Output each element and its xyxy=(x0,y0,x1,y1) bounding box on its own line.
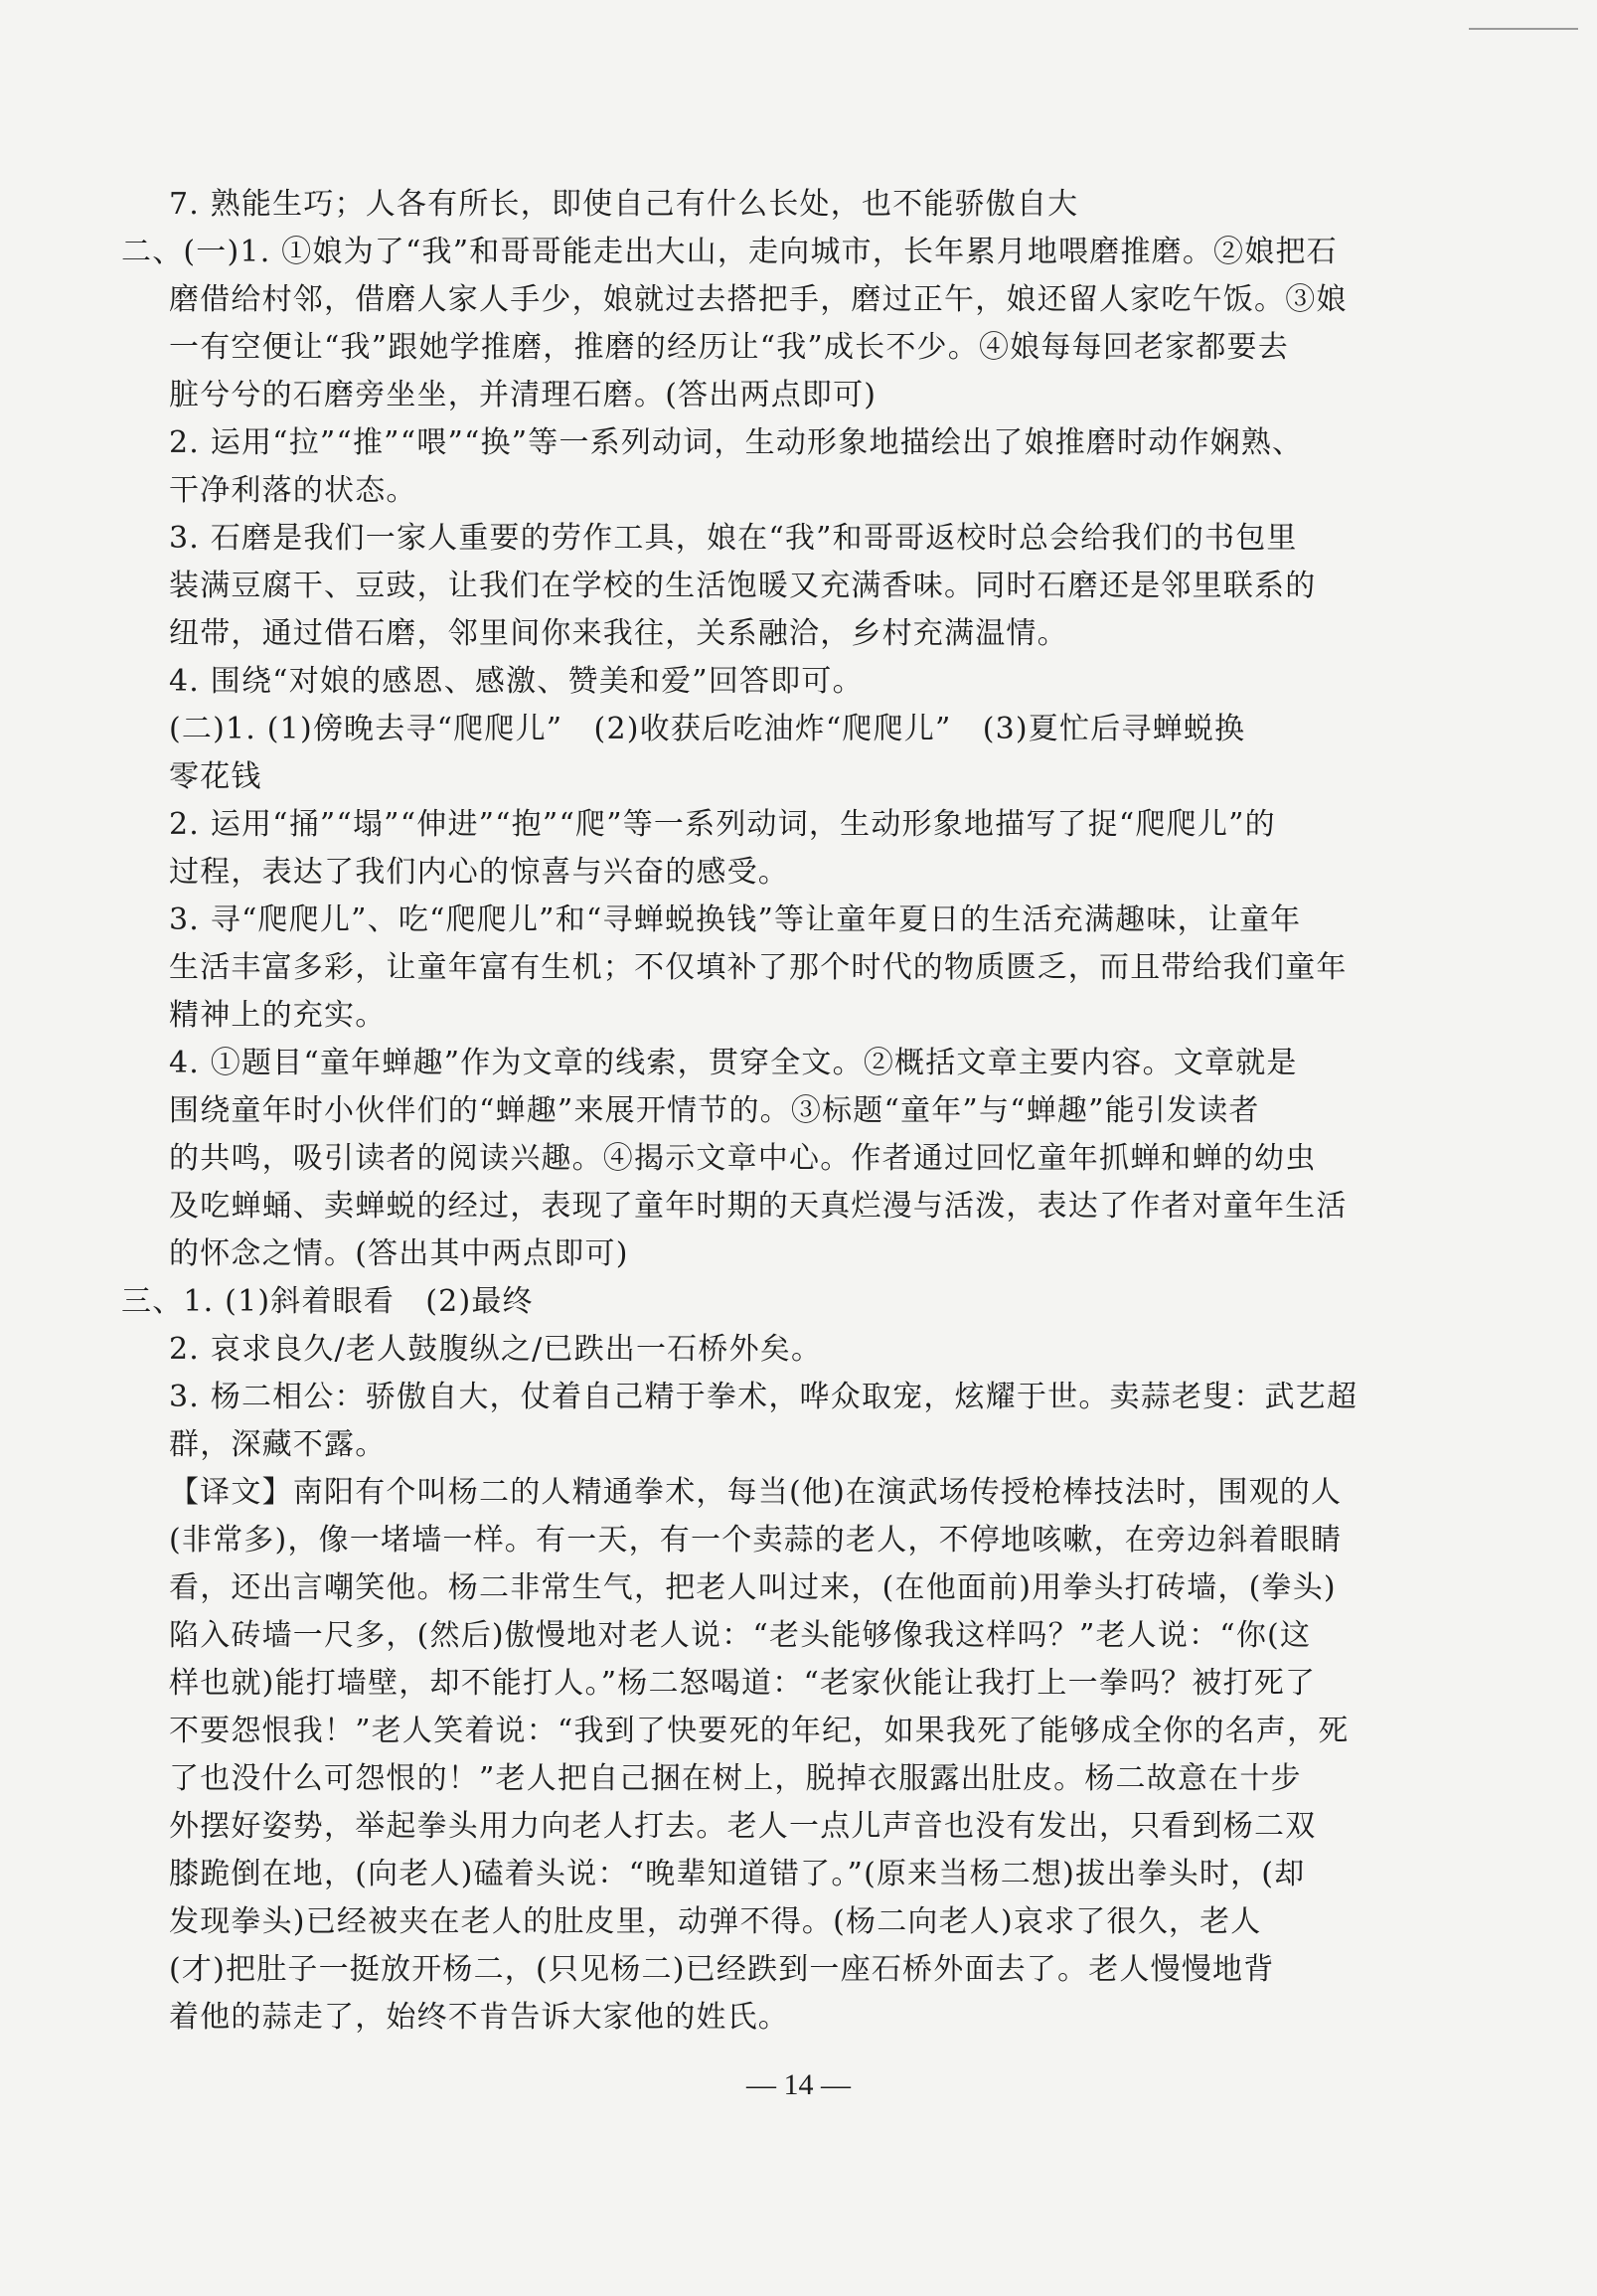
text-line: 陷入砖墙一尺多，(然后)傲慢地对老人说：“老头能够像我这样吗？”老人说：“你(这 xyxy=(169,1618,1312,1653)
text-line: (才)把肚子一挺放开杨二，(只见杨二)已经跌到一座石桥外面去了。老人慢慢地背 xyxy=(169,1952,1275,1987)
translation-heading-line: 【译文】南阳有个叫杨二的人精通拳术，每当(他)在演武场传授枪棒技法时，围观的人 xyxy=(169,1475,1343,1510)
text-line: 4. ①题目“童年蝉趣”作为文章的线索，贯穿全文。②概括文章主要内容。文章就是 xyxy=(169,1046,1298,1080)
text-line: 围绕童年时小伙伴们的“蝉趣”来展开情节的。③标题“童年”与“蝉趣”能引发读者 xyxy=(169,1093,1260,1128)
text-line: 装满豆腐干、豆豉，让我们在学校的生活饱暖又充满香味。同时石磨还是邻里联系的 xyxy=(169,569,1317,603)
text-line: (非常多)，像一堵墙一样。有一天，有一个卖蒜的老人，不停地咳嗽，在旁边斜着眼睛 xyxy=(169,1523,1343,1558)
text-line: (二)1. (1)傍晚去寻“爬爬儿” (2)收获后吃油炸“爬爬儿” (3)夏忙后寻蝉蜕换 xyxy=(169,712,1246,746)
text-line: 2. 运用“捅”“塌”“伸进”“抱”“爬”等一系列动词，生动形象地描写了捉“爬爬儿”的 xyxy=(169,807,1276,842)
text-line: 2. 哀求良久/老人鼓腹纵之/已跌出一石桥外矣。 xyxy=(169,1332,823,1367)
text-line: 样也就)能打墙壁，却不能打人。”杨二怒喝道：“老家伙能让我打上一拳吗？被打死了 xyxy=(169,1666,1317,1701)
text-line: 生活丰富多彩，让童年富有生机；不仅填补了那个时代的物质匮乏，而且带给我们童年 xyxy=(169,950,1348,985)
text-line: 不要怨恨我！”老人笑着说：“我到了快要死的年纪，如果我死了能够成全你的名声，死 xyxy=(169,1714,1350,1748)
section-heading: 二、(一)1. ①娘为了“我”和哥哥能走出大山，走向城市，长年累月地喂磨推磨。②娘把石 xyxy=(121,235,1338,269)
text-line: 脏兮兮的石磨旁坐坐，并清理石磨。(答出两点即可) xyxy=(169,378,878,412)
text-line: 膝跪倒在地，(向老人)磕着头说：“晚辈知道错了。”(原来当杨二想)拔出拳头时，(却 xyxy=(169,1857,1306,1891)
text-line: 3. 石磨是我们一家人重要的劳作工具，娘在“我”和哥哥返校时总会给我们的书包里 xyxy=(169,521,1298,556)
page-number: — 14 — xyxy=(746,2068,851,2101)
text-line: 着他的蒜走了，始终不肯告诉大家他的姓氏。 xyxy=(169,2000,789,2035)
text-line: 外摆好姿势，举起拳头用力向老人打去。老人一点儿声音也没有发出，只看到杨二双 xyxy=(169,1809,1317,1844)
text-line: 看，还出言嘲笑他。杨二非常生气，把老人叫过来，(在他面前)用拳头打砖墙，(拳头) xyxy=(169,1570,1337,1605)
text-line: 3. 寻“爬爬儿”、吃“爬爬儿”和“寻蝉蜕换钱”等让童年夏日的生活充满趣味，让童年 xyxy=(169,902,1302,937)
text-line: 了也没什么可怨恨的！”老人把自己捆在树上，脱掉衣服露出肚皮。杨二故意在十步 xyxy=(169,1761,1302,1796)
section-heading: 三、1. (1)斜着眼看 (2)最终 xyxy=(121,1284,534,1319)
text-line: 零花钱 xyxy=(169,759,262,794)
text-line: 精神上的充实。 xyxy=(169,998,387,1033)
text-line: 的共鸣，吸引读者的阅读兴趣。④揭示文章中心。作者通过回忆童年抓蝉和蝉的幼虫 xyxy=(169,1141,1317,1176)
text-line: 过程，表达了我们内心的惊喜与兴奋的感受。 xyxy=(169,855,789,890)
text-line: 的怀念之情。(答出其中两点即可) xyxy=(169,1236,629,1271)
text-line: 及吃蝉蛹、卖蝉蜕的经过，表现了童年时期的天真烂漫与活泼，表达了作者对童年生活 xyxy=(169,1189,1348,1224)
text-line: 7. 熟能生巧；人各有所长，即使自己有什么长处，也不能骄傲自大 xyxy=(169,187,1079,222)
text-line: 4. 围绕“对娘的感恩、感激、赞美和爱”回答即可。 xyxy=(169,664,864,699)
text-line: 干净利落的状态。 xyxy=(169,473,417,508)
text-line: 发现拳头)已经被夹在老人的肚皮里，动弹不得。(杨二向老人)哀求了很久，老人 xyxy=(169,1904,1262,1939)
text-line: 纽带，通过借石磨，邻里间你来我往，关系融洽，乡村充满温情。 xyxy=(169,616,1068,651)
text-line: 一有空便让“我”跟她学推磨，推磨的经历让“我”成长不少。④娘每每回老家都要去 xyxy=(169,330,1289,365)
text-line: 磨借给村邻，借磨人家人手少，娘就过去搭把手，磨过正午，娘还留人家吃午饭。③娘 xyxy=(169,282,1348,317)
text-line: 3. 杨二相公：骄傲自大，仗着自己精于拳术，哗众取宠，炫耀于世。卖蒜老叟：武艺超 xyxy=(169,1380,1358,1414)
text-line: 2. 运用“拉”“推”“喂”“换”等一系列动词，生动形象地描绘出了娘推磨时动作娴熟、 xyxy=(169,425,1304,460)
text-line: 群，深藏不露。 xyxy=(169,1427,387,1462)
